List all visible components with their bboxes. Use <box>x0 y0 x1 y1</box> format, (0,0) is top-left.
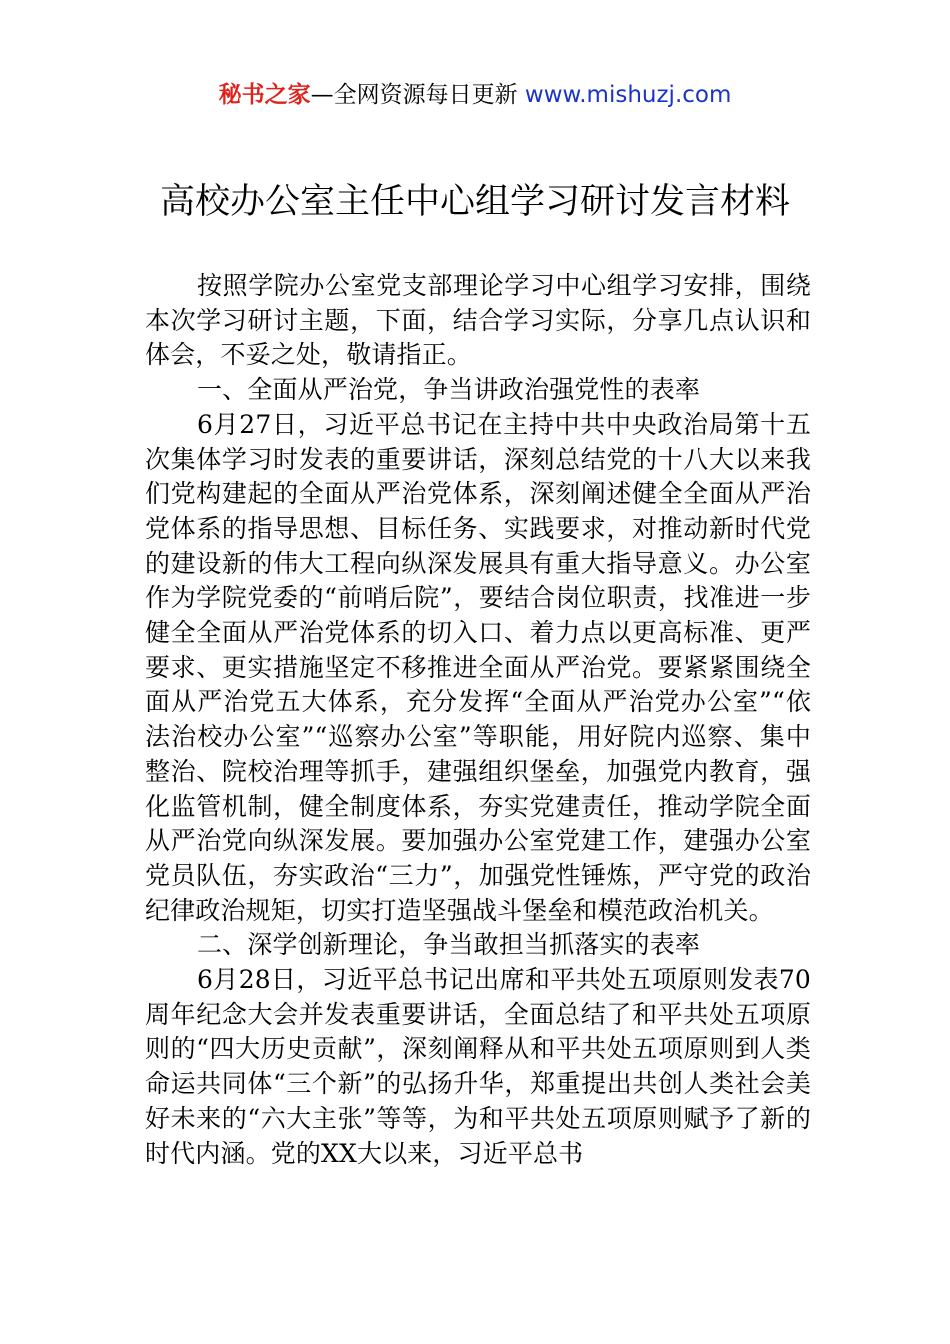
section-1-paragraph: 6月27日，习近平总书记在主持中共中央政治局第十五次集体学习时发表的重要讲话，深刻总结党的十八大以来我们党构建起的全面从严治党体系，深刻阐述健全全面从严治党体系的指导思想、目标任务、实践要求，对推动新时代党的建设新的伟大工程向纵深发展具有重大指导意义。办公室作为学院党委的“前哨后院”，要结合岗位职责，找准进一步健全全面从严治党体系的切入口、着力点以更高标准、更严要求、更实措施坚定不移推进全面从严治党。要紧紧围绕全面从严治党五大体系，充分发挥“全面从严治党办公室”“依法治校办公室”“巡察办公室”等职能，用好院内巡察、集中整治、院校治理等抓手，建强组织堡垒，加强党内教育，强化监管机制，健全制度体系，夯实党建责任，推动学院全面从严治党向纵深发展。要加强办公室党建工作，建强办公室党员队伍，夯实政治“三力”，加强党性锤炼，严守党的政治纪律政治规矩，切实打造坚强战斗堡垒和模范政治机关。 <box>145 409 811 925</box>
site-tagline: —全网资源每日更新 <box>310 82 518 108</box>
site-brand: 秘书之家 <box>218 82 311 108</box>
site-header <box>0 78 950 112</box>
document-body <box>145 269 811 1171</box>
document-title: 高校办公室主任中心组学习研讨发言材料 <box>159 182 790 222</box>
section-2-paragraph: 6月28日，习近平总书记出席和平共处五项原则发表70周年纪念大会并发表重要讲话，全面总结了和平共处五项原则的“四大历史贡献”，深刻阐释从和平共处五项原则到人类命运共同体“三个新”的弘扬升华，郑重提出共创人类社会美好未来的“六大主张”等等，为和平共处五项原则赋予了新的时代内涵。党的XX大以来，习近平总书 <box>145 965 811 1168</box>
site-url-link[interactable]: www.mishuzj.com <box>524 82 732 108</box>
section-heading-1: 一、全面从严治党，争当讲政治强党性的表率 <box>197 375 701 405</box>
section-heading-2: 二、深学创新理论，争当敢担当抓落实的表率 <box>197 930 701 960</box>
intro-paragraph: 按照学院办公室党支部理论学习中心组学习安排，围绕本次学习研讨主题，下面，结合学习实际，分享几点认识和体会，不妥之处，敬请指正。 <box>145 271 811 370</box>
